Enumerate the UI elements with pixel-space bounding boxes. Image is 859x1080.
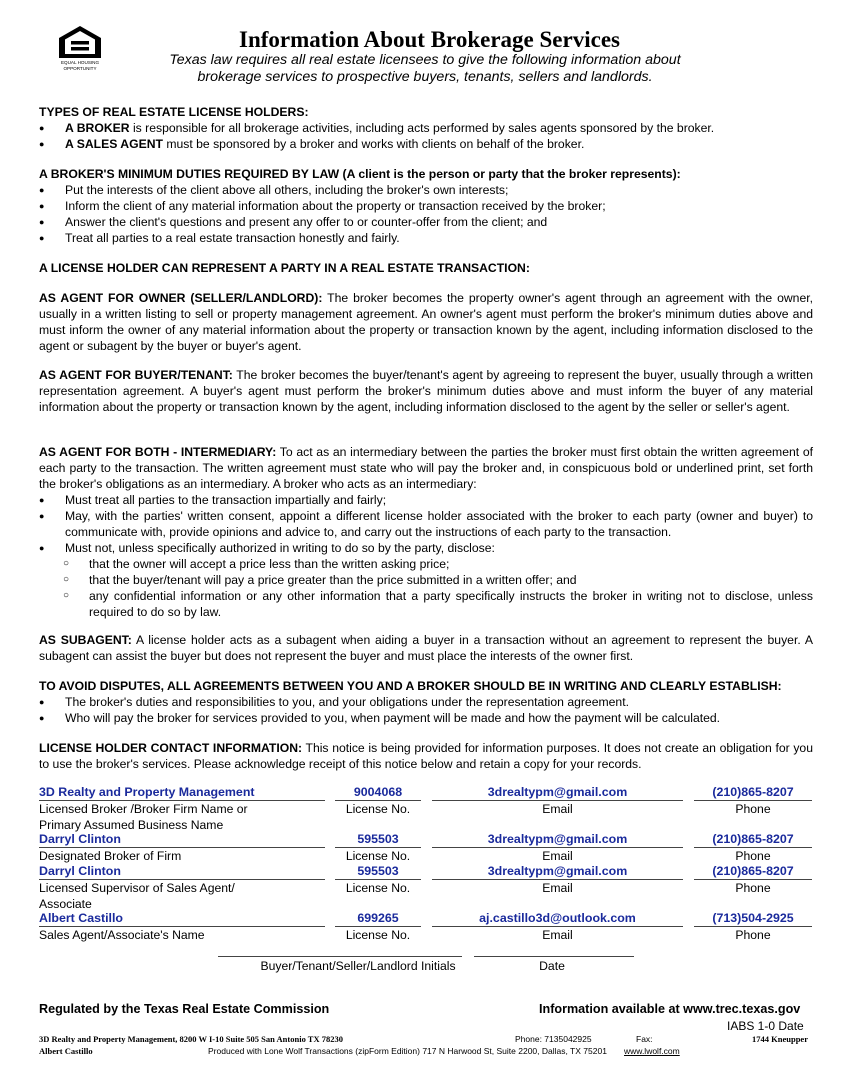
duty-item: ● Put the interests of the client above all others, including the broker's own interests;	[39, 182, 813, 198]
broker-firm-name-label: Licensed Broker /Broker Firm Name or	[39, 802, 248, 816]
intermediary-item: ● Must treat all parties to the transaction impartially and fairly;	[39, 492, 813, 508]
agent-for-owner-paragraph: AS AGENT FOR OWNER (SELLER/LANDLORD): The broker becomes the property owner's agent through an agreement with the owner, usually in a written listing to sell or property management agreement. An owner's agent must perform the broker's minimum duties above and must inform the owner of any material information about the property or transaction known by the agent, including information disclosed to the agent or subagent by the buyer or buyer's agent.	[39, 291, 813, 353]
section-types	[39, 104, 813, 152]
designated-broker-phone-field[interactable]: (210)865-8207	[694, 832, 812, 848]
disputes-section	[39, 678, 813, 726]
intermediary-subitem: ○ any confidential information or any other information that a party specifically instructs the broker in writing not to disclose, unless required to do so by law.	[39, 588, 813, 620]
iabs-date: IABS 1-0 Date	[727, 1019, 804, 1033]
license-label: License No.	[345, 802, 411, 816]
footer-produced-with: Produced with Lone Wolf Transactions (zipForm Edition) 717 N Harwood St, Suite 2200, Dallas, TX 75201	[208, 1046, 607, 1056]
duty-item: ● Treat all parties to a real estate transaction honestly and fairly.	[39, 230, 813, 246]
sales-agent-name-field[interactable]: Albert Castillo	[39, 911, 325, 927]
supervisor-name-field[interactable]: Darryl Clinton	[39, 864, 325, 880]
equal-housing-text: EQUAL HOUSING OPPORTUNITY	[60, 60, 100, 71]
footer-knuepper: 1744 Kneupper	[752, 1034, 808, 1044]
phone-label: Phone	[735, 849, 771, 863]
subagent-paragraph: AS SUBAGENT: A license holder acts as a subagent when aiding a buyer in a transaction without an agreement to represent the buyer. A subagent can assist the buyer but does not represent the buyer and must place the interests of the owner first.	[39, 633, 813, 663]
supervisor-label: Licensed Supervisor of Sales Agent/	[39, 881, 235, 895]
disputes-heading: TO AVOID DISPUTES, ALL AGREEMENTS BETWEEN YOU AND A BROKER SHOULD BE IN WRITING AND CLEARLY ESTABLISH:	[39, 679, 782, 693]
broker-email-field[interactable]: 3drealtypm@gmail.com	[432, 785, 683, 801]
email-label: Email	[542, 881, 573, 895]
license-label: License No.	[345, 928, 411, 942]
supervisor-phone-field[interactable]: (210)865-8207	[694, 864, 812, 880]
broker-firm-name-field[interactable]: 3D Realty and Property Management	[39, 785, 325, 801]
email-label: Email	[542, 849, 573, 863]
broker-license-field[interactable]: 9004068	[335, 785, 421, 801]
lwolf-link[interactable]: www.lwolf.com	[624, 1046, 680, 1056]
section-duties	[39, 166, 813, 246]
supervisor-label-2: Associate	[39, 897, 92, 911]
license-label: License No.	[345, 881, 411, 895]
intermediary-subitem: ○ that the buyer/tenant will pay a price greater than the price submitted in a written offer; and	[39, 572, 813, 588]
footer-agent-name: Albert Castillo	[39, 1046, 93, 1056]
broker-bullet: ● A BROKER is responsible for all brokerage activities, including acts performed by sales agents sponsored by the broker.	[39, 120, 813, 136]
duties-heading: A BROKER'S MINIMUM DUTIES REQUIRED BY LAW (A client is the person or party that the broker represents):	[39, 167, 681, 181]
sales-agent-email-field[interactable]: aj.castillo3d@outlook.com	[432, 911, 683, 927]
document-subtitle: Texas law requires all real estate licensees to give the following information about brokerage services to prospective buyers, tenants, sellers and landlords.	[169, 52, 681, 85]
duty-item: ● Answer the client's questions and present any offer to or counter-offer from the client; and	[39, 214, 813, 230]
footer-fax: Fax:	[636, 1034, 653, 1044]
trec-info-text: Information available at www.trec.texas.gov	[539, 1002, 801, 1016]
agent-for-buyer-paragraph: AS AGENT FOR BUYER/TENANT: The broker becomes the buyer/tenant's agent by agreeing to represent the buyer, usually through a written representation agreement. A buyer's agent must perform the broker's minimum duties above and must inform the buyer of any material information about the property or transaction known by the agent, including information disclosed to the agent by the seller or seller's agent.	[39, 368, 813, 414]
contact-paragraph: LICENSE HOLDER CONTACT INFORMATION: This notice is being provided for information purposes. It does not create an obligation for you to use the broker's services. Please acknowledge receipt of this notice below and retain a copy for your records.	[39, 741, 813, 771]
date-label: Date	[539, 959, 565, 973]
license-label: License No.	[345, 849, 411, 863]
date-line[interactable]	[474, 956, 634, 957]
duty-item: ● Inform the client of any material information about the property or transaction received by the broker;	[39, 198, 813, 214]
firm-address-line: 3D Realty and Property Management, 8200 W I-10 Suite 505 San Antonio TX 78230	[39, 1034, 343, 1044]
sales-agent-label: Sales Agent/Associate's Name	[39, 928, 205, 942]
designated-broker-label: Designated Broker of Firm	[39, 849, 182, 863]
email-label: Email	[542, 802, 573, 816]
initials-line[interactable]	[218, 956, 462, 957]
initials-label: Buyer/Tenant/Seller/Landlord Initials	[260, 959, 456, 973]
email-label: Email	[542, 928, 573, 942]
disputes-item: ● The broker's duties and responsibilities to you, and your obligations under the representation agreement.	[39, 694, 813, 710]
types-heading: TYPES OF REAL ESTATE LICENSE HOLDERS:	[39, 105, 309, 119]
intermediary-item: ● Must not, unless specifically authorized in writing to do so by the party, disclose:	[39, 540, 813, 556]
disputes-item: ● Who will pay the broker for services provided to you, when payment will be made and how the payment will be calculated.	[39, 710, 813, 726]
designated-broker-license-field[interactable]: 595503	[335, 832, 421, 848]
sales-agent-license-field[interactable]: 699265	[335, 911, 421, 927]
designated-broker-email-field[interactable]: 3drealtypm@gmail.com	[432, 832, 683, 848]
intermediary-item: ● May, with the parties' written consent, appoint a different license holder associated with the broker to each party (owner and buyer) to communicate with, provide opinions and advice to, and carry out the instructions of each party to the transaction.	[39, 508, 813, 540]
regulated-text: Regulated by the Texas Real Estate Commission	[39, 1002, 330, 1016]
phone-label: Phone	[735, 881, 771, 895]
designated-broker-name-field[interactable]: Darryl Clinton	[39, 832, 325, 848]
supervisor-email-field[interactable]: 3drealtypm@gmail.com	[432, 864, 683, 880]
supervisor-license-field[interactable]: 595503	[335, 864, 421, 880]
intermediary-section	[39, 444, 813, 620]
document-title: Information About Brokerage Services	[239, 27, 620, 52]
sales-agent-bullet: ● A SALES AGENT must be sponsored by a broker and works with clients on behalf of the broker.	[39, 136, 813, 152]
intermediary-paragraph: AS AGENT FOR BOTH - INTERMEDIARY: To act as an intermediary between the parties the broker must first obtain the written agreement of each party to the transaction. The written agreement must state who will pay the broker and, in conspicuous bold or underlined print, set forth the broker's obligations as an intermediary. A broker who acts as an intermediary:	[39, 445, 813, 491]
broker-firm-name-label-2: Primary Assumed Business Name	[39, 818, 224, 832]
intermediary-subitem: ○ that the owner will accept a price less than the written asking price;	[39, 556, 813, 572]
phone-label: Phone	[735, 928, 771, 942]
footer-phone: Phone: 7135042925	[515, 1034, 592, 1044]
represent-heading: A LICENSE HOLDER CAN REPRESENT A PARTY IN A REAL ESTATE TRANSACTION:	[39, 261, 530, 275]
phone-label: Phone	[735, 802, 771, 816]
broker-phone-field[interactable]: (210)865-8207	[694, 785, 812, 801]
sales-agent-phone-field[interactable]: (713)504-2925	[694, 911, 812, 927]
